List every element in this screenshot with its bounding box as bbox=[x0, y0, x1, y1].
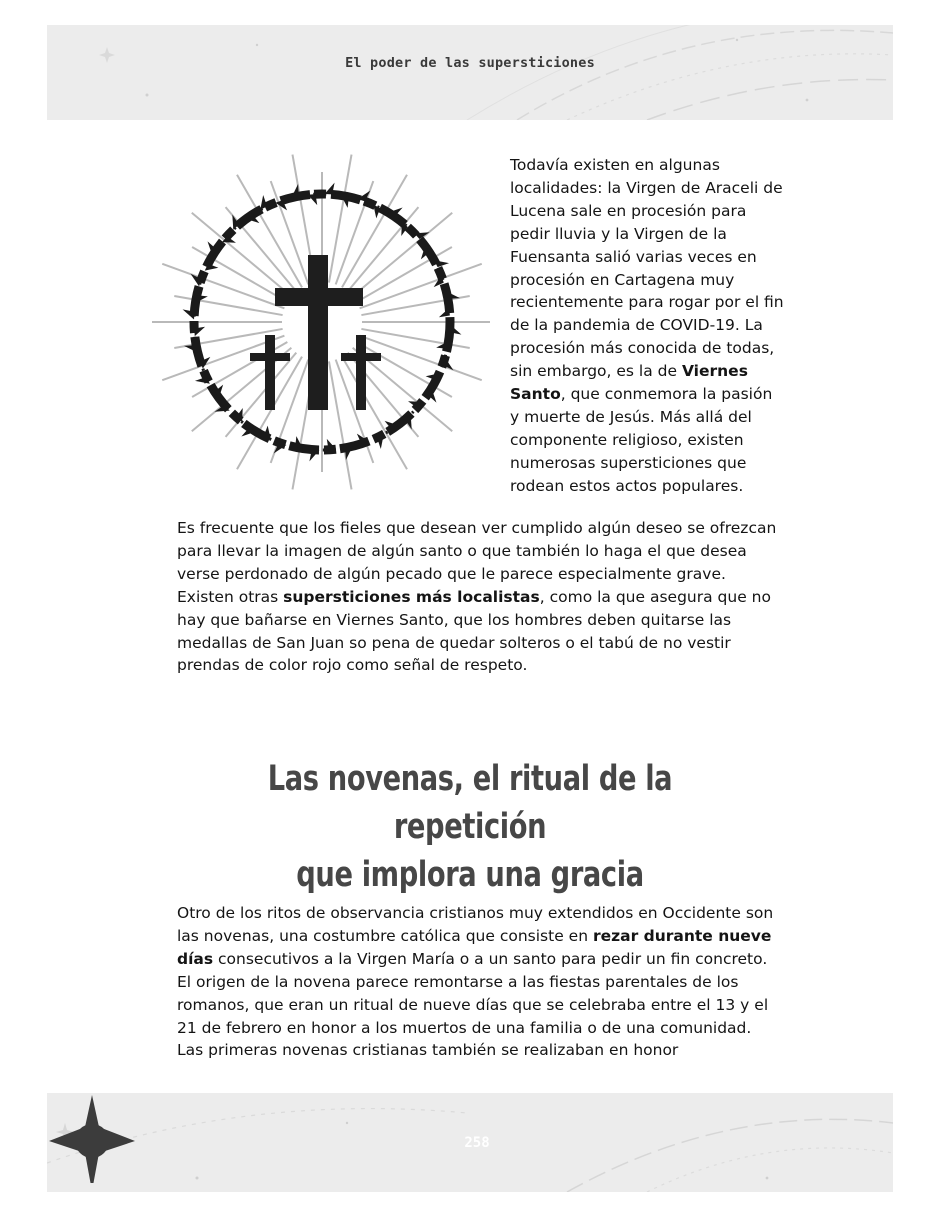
thorn bbox=[184, 345, 198, 353]
p1-text-1: Es frecuente que los fieles que desean ver cumplido algún deseo se ofrezcan para llevar la imagen de algún santo o que también lo haga el que desea verse perdonado de algún pecado que le parece especialmente grave. Existen otras bbox=[177, 519, 777, 606]
side-text-1: Todavía existen en algunas localidades: la Virgen de Araceli de Lucena sale en procesión para pedir lluvia y la Virgen de la Fuensanta salió varias veces en procesión en Cartagena muy recientemente para rogar por el fin de la pandemia de COVID-19. La procesión más conocida de todas, sin embargo, es la de bbox=[510, 156, 784, 381]
side-paragraph bbox=[510, 154, 785, 498]
p2-text-1: Otro de los ritos de observancia cristianos muy extendidos en Occidente son las novenas, una costumbre católica que consiste en bbox=[177, 904, 774, 945]
cross-icon bbox=[341, 335, 381, 410]
page-number: 258 bbox=[464, 1135, 490, 1151]
section-heading-line-2: que implora una gracia bbox=[296, 855, 644, 895]
star-badge-icon bbox=[47, 1093, 137, 1183]
page-header bbox=[47, 25, 893, 120]
thorn bbox=[446, 291, 460, 299]
p2-emphasis: rezar durante nueve días bbox=[177, 926, 772, 968]
header-decoration bbox=[47, 25, 893, 120]
crosses-illustration bbox=[150, 150, 490, 500]
body-paragraph bbox=[177, 902, 777, 1062]
side-emphasis: Viernes Santo bbox=[510, 362, 748, 404]
thorn bbox=[291, 184, 299, 198]
running-title: El poder de las supersticiones bbox=[345, 55, 595, 71]
thorn bbox=[434, 260, 449, 267]
cross-icon bbox=[275, 255, 363, 410]
p1-emphasis: supersticiones más localistas bbox=[283, 587, 540, 606]
light-ray bbox=[329, 155, 352, 283]
thorn bbox=[439, 308, 450, 317]
page-footer bbox=[47, 1093, 893, 1192]
light-ray bbox=[329, 361, 352, 489]
side-text-2: , que conmemora la pasión y muerte de Jesús. Más allá del componente religioso, existen numerosas supersticiones que rodean estos actos populares. bbox=[510, 385, 773, 495]
body-paragraph bbox=[177, 517, 777, 677]
thorn bbox=[345, 446, 353, 460]
light-ray bbox=[162, 264, 284, 308]
section-heading bbox=[244, 755, 696, 899]
light-ray bbox=[360, 264, 482, 308]
section-heading-line-1: Las novenas, el ritual de la repetición bbox=[267, 759, 673, 847]
light-ray bbox=[357, 342, 452, 397]
p1-text-2: , como la que asegura que no hay que bañarse en Viernes Santo, que los hombres deben quitarse las medallas de San Juan so pena de quedar solteros o el tabú de no vestir prendas de color rojo como señal de respeto. bbox=[177, 587, 771, 675]
p2-text-2: consecutivos a la Virgen María o a un santo para pedir un fin concreto. El origen de la novena parece remontarse a las fiestas parentales de los romanos, que eran un ritual de nueve días que se celebraba entre el 13 y el 21 de febrero en honor a los muertos de una familia o de una comunidad. Las primeras novenas cristianas también se realizaban en honor bbox=[177, 949, 769, 1060]
